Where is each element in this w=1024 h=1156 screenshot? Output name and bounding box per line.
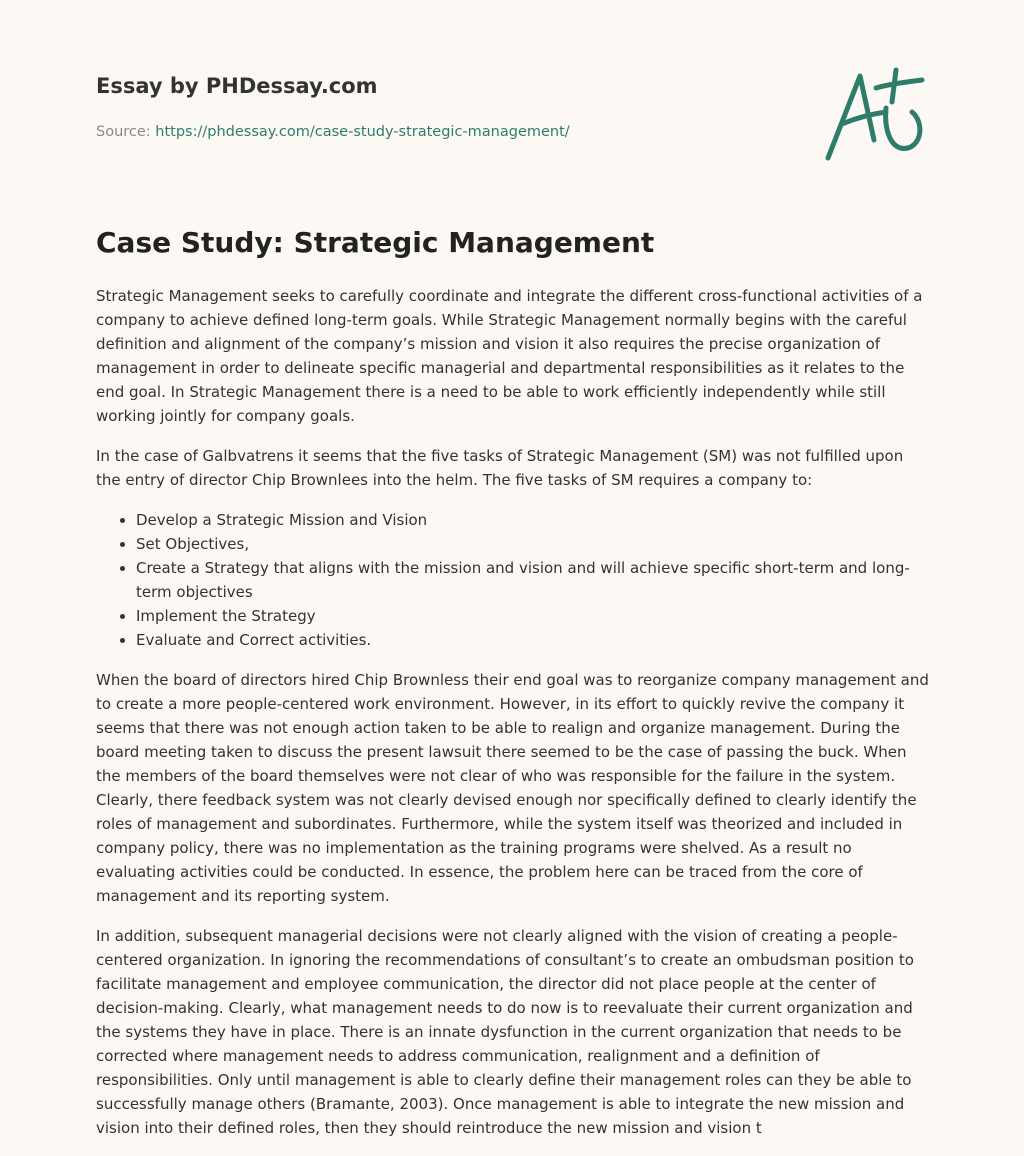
tasks-list: [96, 508, 932, 652]
list-item: • Create a Strategy that aligns with the mission and vision and will achieve specific short-term and long-term objectives: [136, 556, 932, 604]
essay-body: [96, 284, 932, 1156]
list-item: • Develop a Strategic Mission and Vision: [136, 508, 932, 532]
source-line: [96, 124, 570, 140]
source-label: Source:: [96, 124, 151, 140]
essay-title: Case Study: Strategic Management: [96, 226, 655, 259]
paragraph: When the board of directors hired Chip Brownless their end goal was to reorganize company management and to create a more people-centered work environment. However, in its effort to quickly revive the company it seems that there was not enough action taken to be able to realign and organize management. During the board meeting taken to discuss the present lawsuit there seemed to be the case of passing the buck. When the members of the board themselves were not clear of who was responsible for the failure in the system. Clearly, there feedback system was not clearly devised enough nor specifically defined to clearly identify the roles of management and subordinates. Furthermore, while the system itself was theorized and included in company policy, there was no implementation as the training programs were shelved. As a result no evaluating activities could be conducted. In essence, the problem here can be traced from the core of management and its reporting system.: [96, 671, 929, 905]
a-plus-logo: [822, 66, 928, 164]
source-link[interactable]: https://phdessay.com/case-study-strategic-management/: [155, 124, 570, 140]
paragraph: Strategic Management seeks to carefully coordinate and integrate the different cross-functional activities of a company to achieve defined long-term goals. While Strategic Management normally begins with the careful definition and alignment of the company’s mission and vision it also requires the precise organization of management in order to delineate specific managerial and departmental responsibilities as it relates to the end goal. In Strategic Management there is a need to be able to work efficiently independently while still working jointly for company goals.: [96, 287, 923, 425]
list-item: • Set Objectives,: [136, 532, 932, 556]
site-title: Essay by PHDessay.com: [96, 74, 378, 98]
list-item: • Implement the Strategy: [136, 604, 932, 628]
paragraph: In addition, subsequent managerial decisions were not clearly aligned with the vision of creating a people-centered organization. In ignoring the recommendations of consultant’s to create an ombudsman position to facilitate management and employee communication, the director did not place people at the center of decision-making. Clearly, what management needs to do now is to reevaluate their current organization and the systems they have in place. There is an innate dysfunction in the current organization that needs to be corrected where management needs to address communication, realignment and a definition of responsibilities. Only until management is able to clearly define their management roles can they be able to successfully manage others (Bramante, 2003). Once management is able to integrate the new mission and vision into their defined roles, then they should reintroduce the new mission and vision t: [96, 927, 914, 1137]
paragraph: In the case of Galbvatrens it seems that the five tasks of Strategic Management (SM) was not fulfilled upon the entry of director Chip Brownlees into the helm. The five tasks of SM requires a company to:: [96, 447, 904, 489]
list-item: • Evaluate and Correct activities.: [136, 628, 932, 652]
